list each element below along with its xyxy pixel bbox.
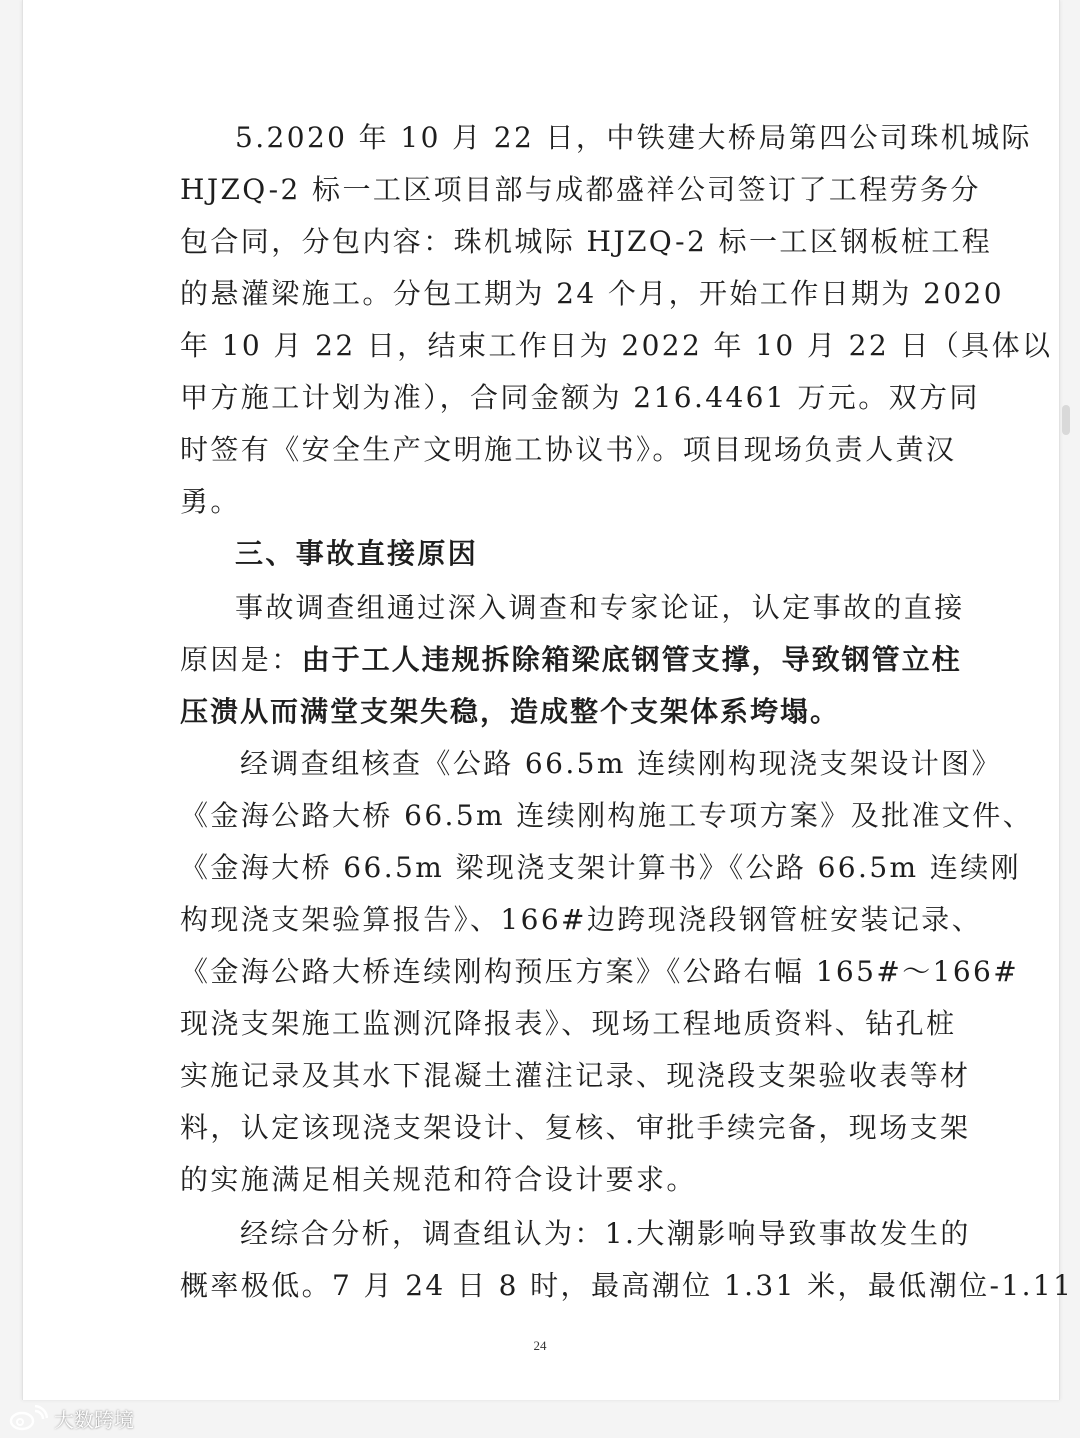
paragraph-line: HJZQ-2 标一工区项目部与成都盛祥公司签订了工程劳务分	[180, 173, 981, 206]
paragraph-line: 5.2020 年 10 月 22 日，中铁建大桥局第四公司珠机城际	[235, 121, 1032, 154]
paragraph-line: 的悬灌梁施工。分包工期为 24 个月，开始工作日期为 2020	[180, 277, 1004, 310]
section-heading: 三、事故直接原因	[235, 537, 479, 570]
scrollbar-thumb[interactable]	[1062, 405, 1070, 435]
paragraph-line: 《金海大桥 66.5m 梁现浇支架计算书》《公路 66.5m 连续刚	[180, 851, 1021, 884]
paragraph-line: 包合同，分包内容：珠机城际 HJZQ-2 标一工区钢板桩工程	[180, 225, 993, 258]
watermark	[8, 1404, 134, 1432]
paragraph-line: 甲方施工计划为准），合同金额为 216.4461 万元。双方同	[180, 381, 980, 414]
paragraph-line: 经综合分析，调查组认为：1.大潮影响导致事故发生的	[240, 1217, 971, 1250]
paragraph-line: 构现浇支架验算报告》、166#边跨现浇段钢管桩安装记录、	[180, 903, 983, 936]
paragraph-line: 《金海公路大桥连续刚构预压方案》《公路右幅 165#～166#	[180, 955, 1020, 988]
paragraph-line: 事故调查组通过深入调查和专家论证，认定事故的直接	[235, 591, 965, 624]
watermark-text: 大数跨境	[54, 1407, 134, 1432]
cause-label: 原因是：	[180, 643, 302, 676]
paragraph-line: 的实施满足相关规范和符合设计要求。	[180, 1163, 697, 1196]
paragraph-line: 现浇支架施工监测沉降报表》、现场工程地质资料、钻孔桩	[180, 1007, 957, 1040]
paragraph-line: 《金海公路大桥 66.5m 连续刚构施工专项方案》及批准文件、	[180, 799, 1034, 832]
cause-statement: 压溃从而满堂支架失稳，造成整个支架体系垮塌。	[180, 695, 841, 728]
paragraph-line: 时签有《安全生产文明施工协议书》。项目现场负责人黄汉	[180, 433, 957, 466]
paragraph-line: 经调查组核查《公路 66.5m 连续刚构现浇支架设计图》	[240, 747, 1002, 780]
page-number: 24	[533, 1338, 547, 1353]
paragraph-line: 概率极低。7 月 24 日 8 时，最高潮位 1.31 米，最低潮位-1.11	[180, 1269, 1074, 1302]
paragraph-line	[180, 640, 962, 680]
cause-statement: 由于工人违规拆除箱梁底钢管支撑，导致钢管立柱	[301, 643, 962, 676]
paragraph-line: 年 10 月 22 日，结束工作日为 2022 年 10 月 22 日（具体以	[180, 329, 1053, 362]
paragraph-line: 实施记录及其水下混凝土灌注记录、现浇段支架验收表等材	[180, 1059, 971, 1092]
paragraph-line: 勇。	[180, 485, 241, 518]
paragraph-line: 料，认定该现浇支架设计、复核、审批手续完备，现场支架	[180, 1111, 971, 1144]
weibo-logo-icon	[8, 1405, 48, 1431]
